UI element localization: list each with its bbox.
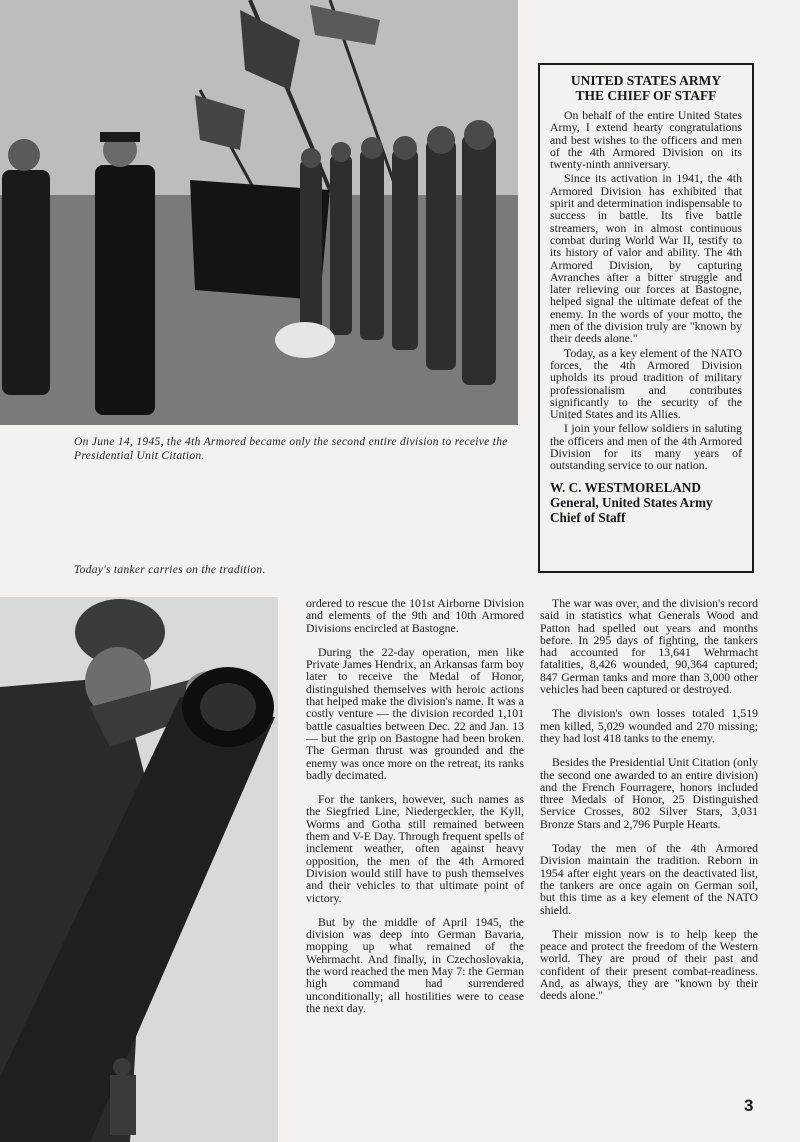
article-paragraph: But by the middle of April 1945, the division was deep into German Bavaria, mopping up what remained of the Wehrmacht. And finally, in Czechoslovakia, the word reached the men May 7: the German high command had surrendered unconditionally; all hostilities were to cease the next day.: [306, 914, 524, 1015]
page-number: 3: [744, 1096, 754, 1115]
ceremony-photo: [0, 0, 518, 425]
article-paragraph: Today the men of the 4th Armored Division maintain the tradition. Reborn in 1954 after eight years on the deactivated list, the tankers are once again on German soil, but this time as a key element of the NATO shield.: [540, 841, 758, 917]
ceremony-photo-caption: On June 14, 1945, the 4th Armored became only the second entire division to receive the Presidential Unit Citation.: [74, 436, 508, 462]
tanker-photo: [0, 597, 278, 1142]
article-paragraph: During the 22-day operation, men like Private James Hendrix, an Arkansas farm boy later to receive the Medal of Honor, distinguished themselves with heroic actions that helped make the division's name. It was a costly venture — the division recorded 1,101 battle casualties between Dec. 22 and Jan. 13 — but the grip on Bastogne had been broken. The German thrust was grounded and the enemy was once more on the retreat, its ranks badly decimated.: [306, 644, 524, 782]
letter-paragraph: Today, as a key element of the NATO forces, the 4th Armored Division upholds its proud tradition of military professionalism and contributes significantly to the security of the United States and its Allies.: [550, 345, 742, 422]
chief-of-staff-letter: [538, 63, 754, 573]
letter-signature: [550, 480, 742, 525]
ceremony-photo-illustration: [0, 0, 518, 425]
letter-title-line1: UNITED STATES ARMY: [570, 73, 722, 88]
article-paragraph: The war was over, and the division's record said in statistics what Generals Wood and Patton had spelled out years and months before. In 295 days of fighting, the tankers had accounted for 13,641 Wehrmacht fatalities, 8,426 wounded, 90,364 captured; 847 German tanks and more than 3,000 other vehicles had been captured or destroyed.: [540, 596, 758, 697]
article-paragraph: ordered to rescue the 101st Airborne Division and elements of the 9th and 10th Armored Divisions encircled at Bastogne.: [306, 596, 524, 635]
article-paragraph: The division's own losses totaled 1,519 men killed, 5,029 wounded and 270 missing; they had lost 418 tanks to the enemy.: [540, 706, 758, 745]
article-paragraph: For the tankers, however, such names as the Siegfried Line, Niedergeckler, the Kyll, Worms and Gotha still remained between them and V-E Day. Through frequent spells of inclement weather, often against heavy opposition, the men of the 4th Armored Division would still have to push themselves and their vehicles to that ultimate point of victory.: [306, 792, 524, 905]
letter-paragraph: Since its activation in 1941, the 4th Armored Division has exhibited that spirit and determination indispensable to success in battle. Its five battle streamers, won in almost continuous combat during World War II, testify to its history of valor and ability. The 4th Armored Division, by capturing Avranches after a bitter struggle and later relieving our forces at Bastogne, helped signal the ultimate defeat of the enemy. In the words of your motto, the men of the division truly are "known by their deeds alone.": [550, 171, 742, 346]
article-column-right: [540, 597, 758, 1014]
letter-title: [550, 73, 742, 103]
letter-paragraph: I join your fellow soldiers in saluting the officers and men of the 4th Armored Division for its many years of outstanding service to our nation.: [550, 421, 742, 473]
signature-title: Chief of Staff: [550, 509, 626, 525]
article-column-middle: [306, 597, 524, 1026]
tanker-photo-caption: Today's tanker carries on the tradition.: [74, 564, 266, 576]
signature-title: General, United States Army: [550, 494, 713, 510]
signature-name: W. C. WESTMORELAND: [550, 479, 701, 495]
article-paragraph: Besides the Presidential Unit Citation (only the second one awarded to an entire division) and the French Fourragere, honors included three Medals of Honor, 25 Distinguished Service Crosses, 802 Silver Stars, 3,031 Bronze Stars and 2,796 Purple Hearts.: [540, 755, 758, 831]
article-paragraph: Their mission now is to help keep the peace and protect the freedom of the Western world. They are proud of their past and confident of their present combat-readiness. And, as always, they are "known by their deeds alone.": [540, 926, 758, 1003]
tanker-photo-illustration: [0, 597, 278, 1142]
letter-paragraph: On behalf of the entire United States Army, I extend hearty congratulations and best wishes to the officers and men of the 4th Armored Division on its twenty-ninth anniversary.: [550, 108, 742, 172]
letter-title-line2: THE CHIEF OF STAFF: [575, 88, 717, 103]
